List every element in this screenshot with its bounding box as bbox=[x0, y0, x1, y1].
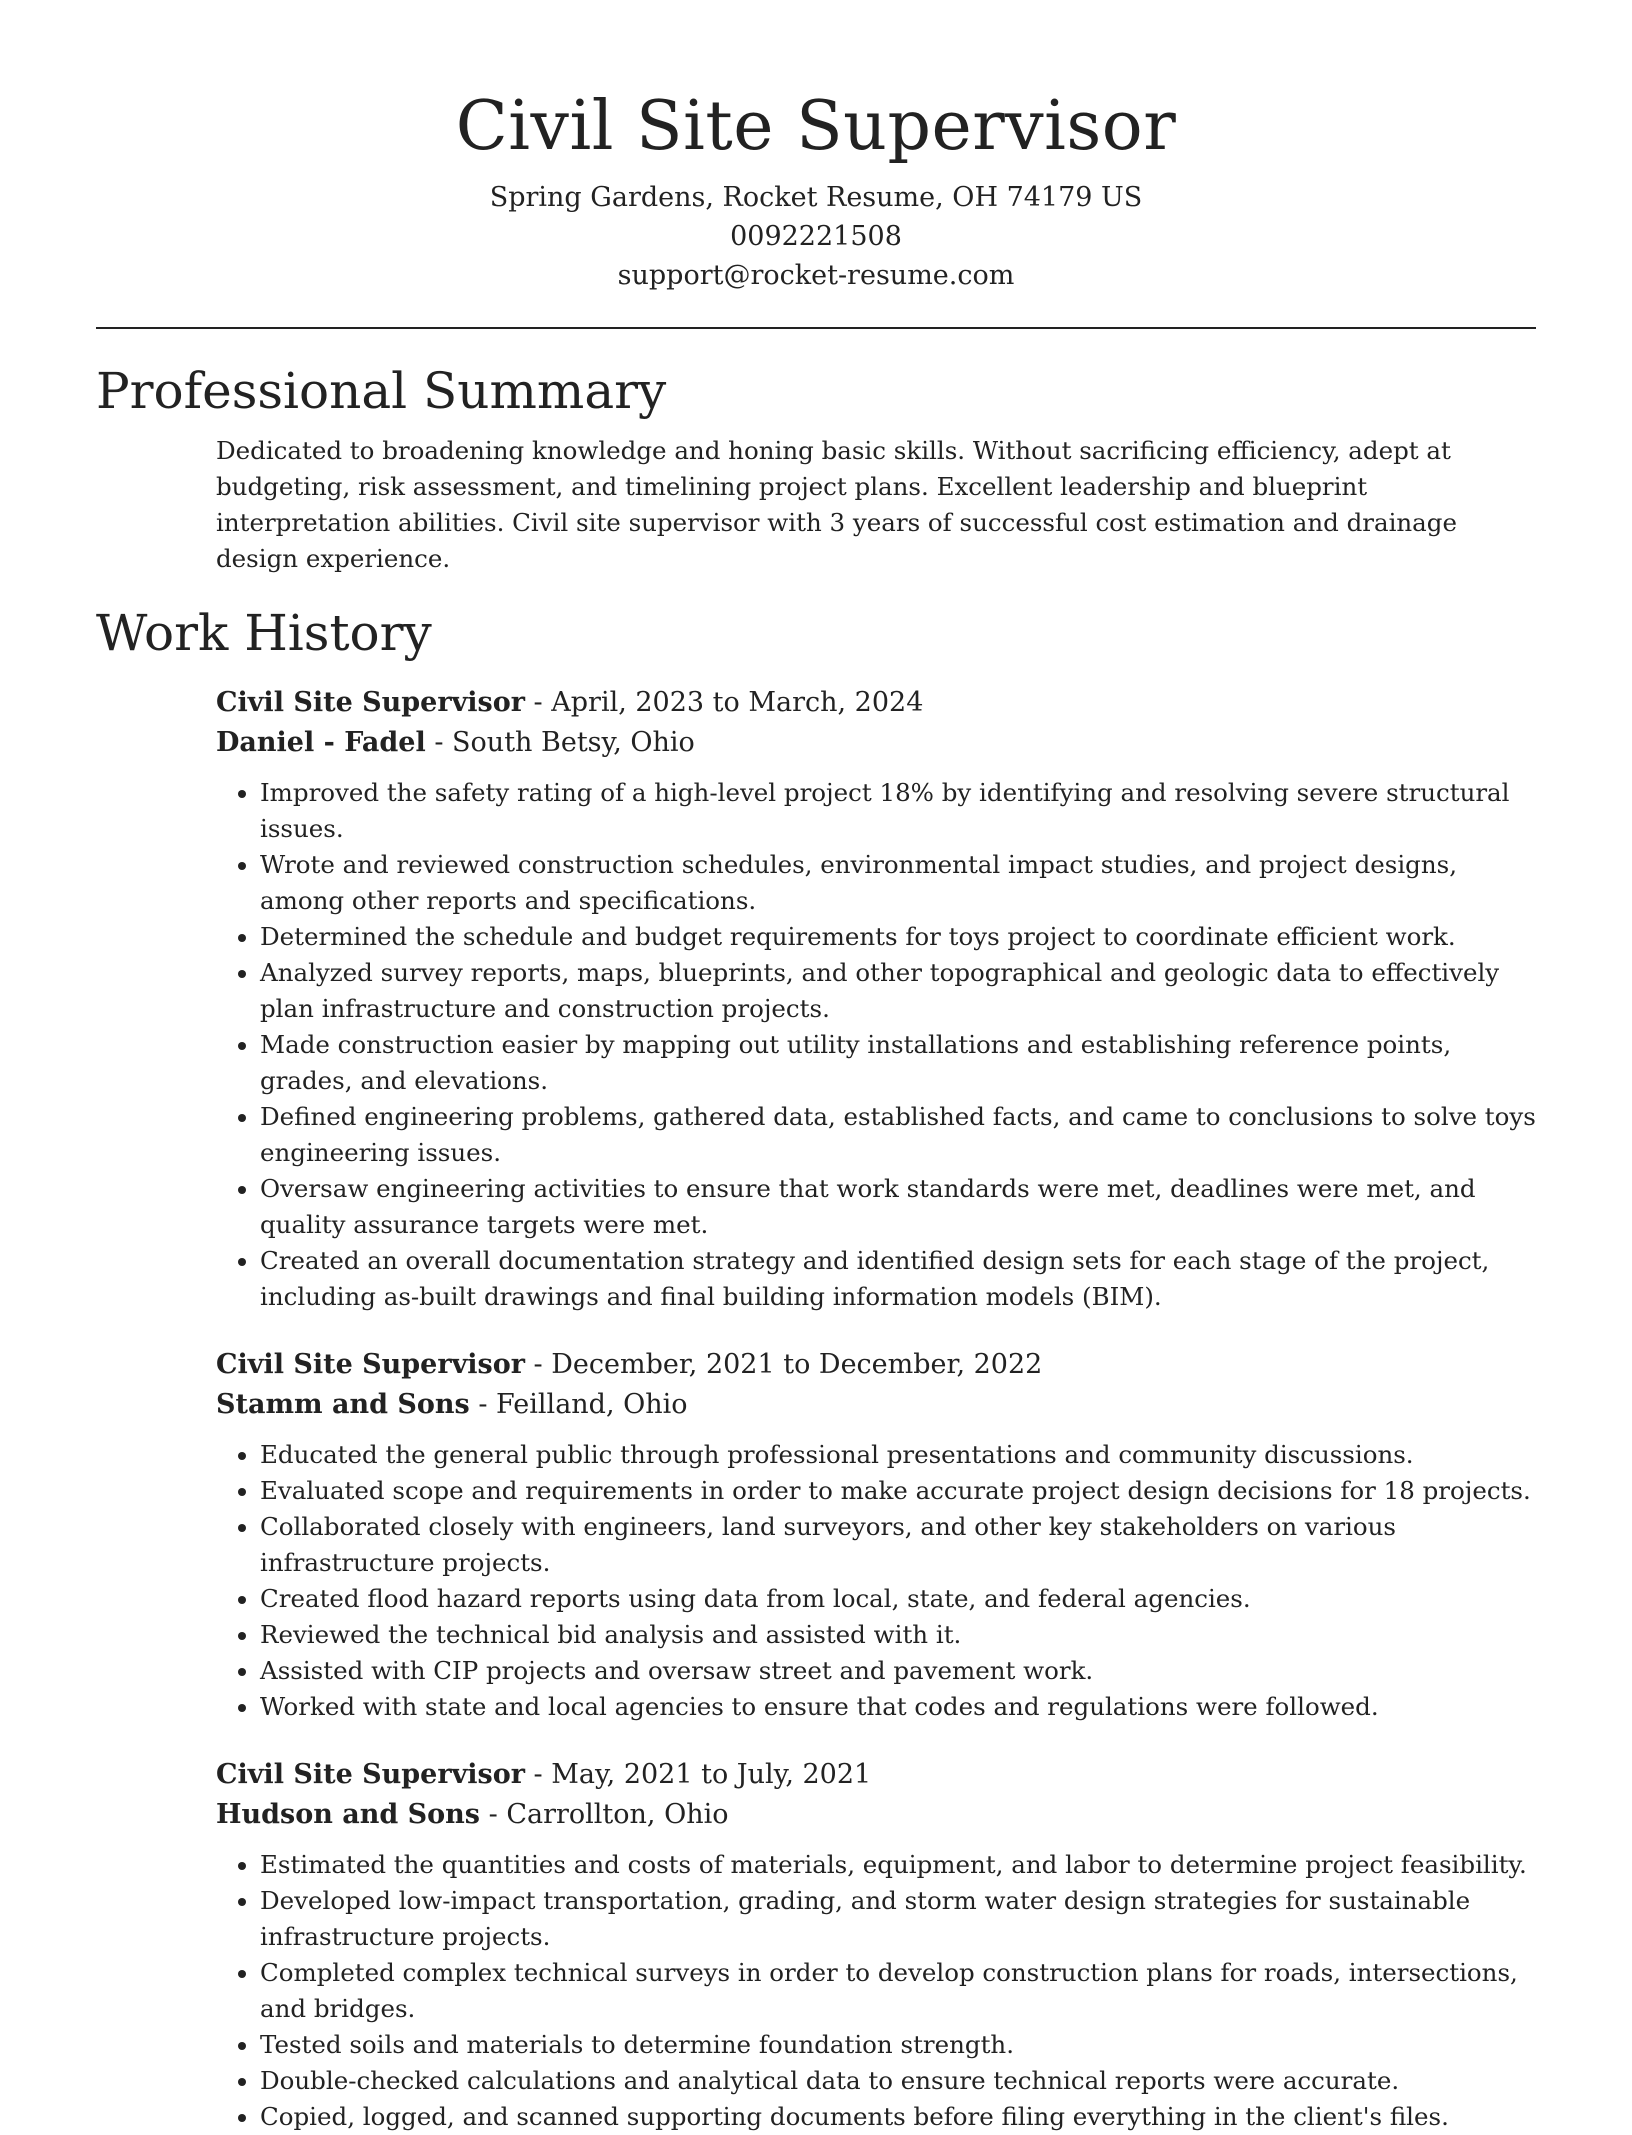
bullet-item: • Completed complex technical surveys in order to develop construction plans for roads, intersections, and bridges. bbox=[260, 1955, 1536, 2027]
header-divider bbox=[96, 327, 1536, 329]
job-entry bbox=[216, 683, 1536, 1315]
summary-text: Dedicated to broadening knowledge and honing basic skills. Without sacrificing efficiency, adept at budgeting, risk assessment, and timelining project plans. Excellent leadership and blueprint interpretation abilities. Civil site supervisor with 3 years of successful cost estimation and drainage design experience. bbox=[216, 436, 1457, 573]
job-entry bbox=[216, 1755, 1536, 2135]
job-location: Feilland, Ohio bbox=[496, 1389, 688, 1420]
bullet-item: • Wrote and reviewed construction schedules, environmental impact studies, and project designs, among other reports and specifications. bbox=[260, 847, 1536, 919]
job-location: South Betsy, Ohio bbox=[452, 727, 695, 758]
bullet-item: • Defined engineering problems, gathered data, established facts, and came to conclusions to solve toys engineering issues. bbox=[260, 1099, 1536, 1171]
job-company-line: Daniel - Fadel - South Betsy, Ohio bbox=[216, 727, 695, 758]
job-title: Civil Site Supervisor bbox=[216, 1349, 525, 1380]
bullet-item: • Estimated the quantities and costs of materials, equipment, and labor to determine project feasibility. bbox=[260, 1847, 1536, 1883]
bullet-item: • Worked with state and local agencies to ensure that codes and regulations were followed. bbox=[260, 1689, 1536, 1725]
job-company: Stamm and Sons bbox=[216, 1389, 470, 1420]
job-title: Civil Site Supervisor bbox=[216, 687, 525, 718]
job-company: Daniel - Fadel bbox=[216, 727, 426, 758]
job-company: Hudson and Sons bbox=[216, 1799, 481, 1830]
job-dates: April, 2023 to March, 2024 bbox=[551, 687, 924, 718]
job-dates: December, 2021 to December, 2022 bbox=[551, 1349, 1043, 1380]
job-entry bbox=[216, 1345, 1536, 1725]
bullet-item: • Created flood hazard reports using data from local, state, and federal agencies. bbox=[260, 1581, 1536, 1617]
bullet-item: • Reviewed the technical bid analysis and assisted with it. bbox=[260, 1617, 1536, 1653]
job-title-line: Civil Site Supervisor - May, 2021 to July, 2021 bbox=[216, 1759, 872, 1790]
job-dates: May, 2021 to July, 2021 bbox=[551, 1759, 872, 1790]
job-title: Civil Site Supervisor bbox=[216, 1759, 525, 1790]
bullet-item: • Tested soils and materials to determine foundation strength. bbox=[260, 2027, 1536, 2063]
bullet-item: • Double-checked calculations and analytical data to ensure technical reports were accurate. bbox=[260, 2063, 1536, 2099]
bullet-item: • Determined the schedule and budget requirements for toys project to coordinate efficient work. bbox=[260, 919, 1536, 955]
bullet-item: • Oversaw engineering activities to ensure that work standards were met, deadlines were met, and quality assurance targets were met. bbox=[260, 1171, 1536, 1243]
job-title-line: Civil Site Supervisor - April, 2023 to March, 2024 bbox=[216, 687, 924, 718]
work-history-heading: Work History bbox=[96, 604, 432, 662]
bullet-item: • Developed low-impact transportation, grading, and storm water design strategies for sustainable infrastructure projects. bbox=[260, 1883, 1536, 1955]
contact-email: support@rocket-resume.com bbox=[617, 260, 1015, 291]
job-title-line: Civil Site Supervisor - December, 2021 to December, 2022 bbox=[216, 1349, 1043, 1380]
bullet-item: • Evaluated scope and requirements in order to make accurate project design decisions for 18 projects. bbox=[260, 1473, 1536, 1509]
bullet-item: • Assisted with CIP projects and oversaw street and pavement work. bbox=[260, 1653, 1536, 1689]
job-bullets bbox=[216, 775, 1536, 1315]
bullet-item: • Copied, logged, and scanned supporting documents before filing everything in the client's files. bbox=[260, 2099, 1536, 2135]
resume-page bbox=[96, 0, 1536, 2135]
job-company-line: Hudson and Sons - Carrollton, Ohio bbox=[216, 1799, 729, 1830]
contact-address: Spring Gardens, Rocket Resume, OH 74179 US bbox=[489, 182, 1143, 213]
contact-phone: 0092221508 bbox=[730, 221, 902, 252]
bullet-item: • Made construction easier by mapping out utility installations and establishing reference points, grades, and elevations. bbox=[260, 1027, 1536, 1099]
summary-heading: Professional Summary bbox=[96, 362, 667, 420]
bullet-item: • Created an overall documentation strategy and identified design sets for each stage of the project, including as-built drawings and final building information models (BIM). bbox=[260, 1243, 1536, 1315]
bullet-item: • Analyzed survey reports, maps, blueprints, and other topographical and geologic data to effectively plan infrastructure and construction projects. bbox=[260, 955, 1536, 1027]
job-location: Carrollton, Ohio bbox=[506, 1799, 729, 1830]
job-company-line: Stamm and Sons - Feilland, Ohio bbox=[216, 1389, 688, 1420]
bullet-item: • Improved the safety rating of a high-level project 18% by identifying and resolving severe structural issues. bbox=[260, 775, 1536, 847]
candidate-name: Civil Site Supervisor bbox=[455, 87, 1177, 166]
job-bullets bbox=[216, 1847, 1536, 2135]
bullet-item: • Educated the general public through professional presentations and community discussions. bbox=[260, 1437, 1536, 1473]
job-bullets bbox=[216, 1437, 1536, 1725]
bullet-item: • Collaborated closely with engineers, land surveyors, and other key stakeholders on various infrastructure projects. bbox=[260, 1509, 1536, 1581]
contact-block bbox=[96, 178, 1536, 295]
